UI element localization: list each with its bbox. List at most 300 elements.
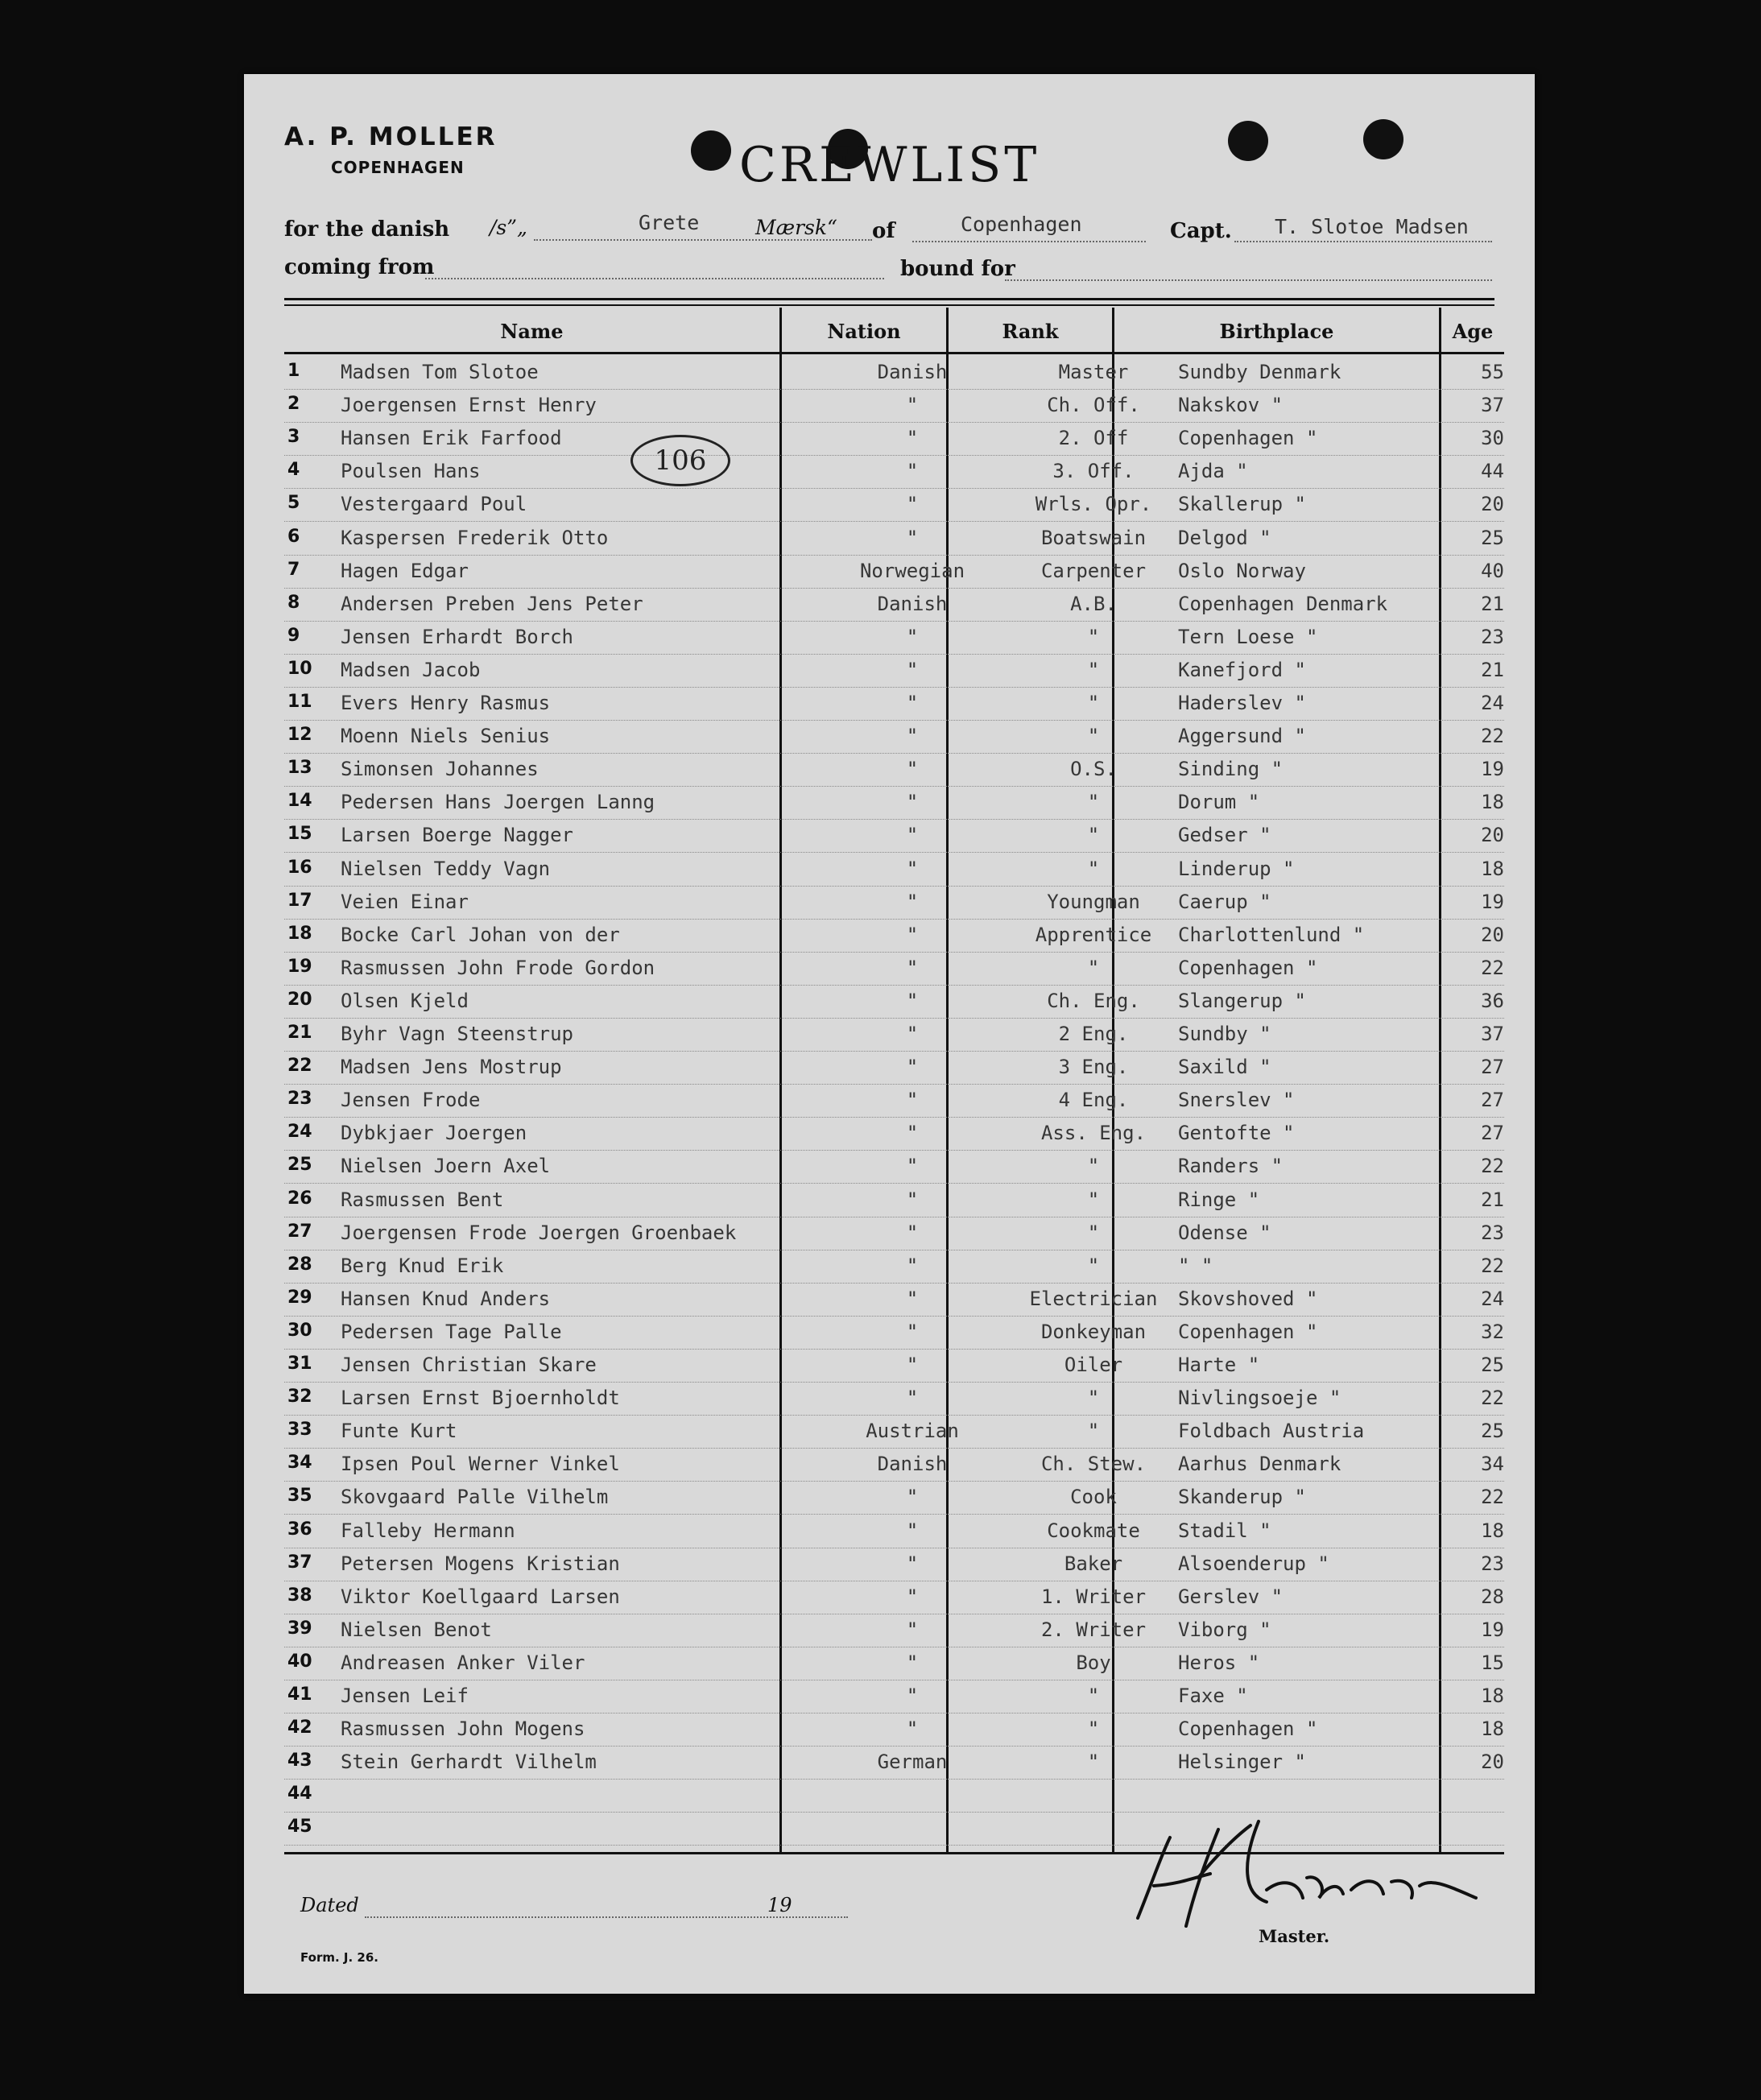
crew-rank: Boatswain — [1040, 526, 1147, 549]
row-number: 31 — [287, 1354, 312, 1374]
crew-nation: " — [906, 1320, 919, 1343]
crew-birthplace: Alsoenderup " — [1178, 1552, 1329, 1575]
crew-birthplace: Gentofte " — [1178, 1122, 1295, 1145]
punch-hole — [1228, 121, 1268, 161]
crew-name: Larsen Boerge Nagger — [341, 824, 573, 847]
crew-rank: " — [1087, 1718, 1100, 1741]
table-row — [284, 621, 1504, 655]
crew-birthplace: Charlottenlund " — [1178, 923, 1365, 946]
crew-birthplace: Viborg " — [1178, 1618, 1271, 1641]
table-row — [284, 1150, 1504, 1184]
crew-nation: " — [906, 1254, 919, 1277]
crew-name: Jensen Leif — [341, 1685, 469, 1707]
crew-birthplace: Nakskov " — [1178, 394, 1284, 417]
crew-age: 30 — [1481, 427, 1504, 450]
crew-age: 24 — [1481, 692, 1504, 714]
crew-birthplace: Heros " — [1178, 1651, 1260, 1674]
table-row — [284, 853, 1504, 887]
table-row — [284, 1250, 1504, 1284]
crew-age: 34 — [1481, 1453, 1504, 1476]
crew-age: 32 — [1481, 1320, 1504, 1343]
table-row — [284, 455, 1504, 489]
table-row — [284, 1746, 1504, 1780]
crew-age: 18 — [1481, 1519, 1504, 1542]
crew-name: Jensen Erhardt Borch — [341, 625, 573, 648]
crew-birthplace: Kanefjord " — [1178, 658, 1306, 681]
crew-name: Skovgaard Palle Vilhelm — [341, 1486, 609, 1509]
crew-rank: Wrls. Opr. — [1035, 493, 1152, 516]
crew-nation: " — [906, 725, 919, 748]
crew-birthplace: Aggersund " — [1178, 725, 1306, 748]
crew-age: 22 — [1481, 1486, 1504, 1509]
crew-name: Funte Kurt — [341, 1420, 457, 1443]
crew-name: Hansen Erik Farfood — [341, 427, 562, 450]
row-number: 6 — [287, 526, 300, 547]
row-number: 11 — [287, 692, 312, 712]
column-header-age: Age — [1452, 320, 1494, 343]
crew-birthplace: Dorum " — [1178, 791, 1260, 814]
row-number: 32 — [287, 1387, 312, 1408]
crew-name: Hagen Edgar — [341, 559, 469, 582]
crew-nation: " — [906, 1519, 919, 1542]
crew-age: 22 — [1481, 1155, 1504, 1178]
bound-for-dotline — [1005, 279, 1492, 281]
crew-age: 23 — [1481, 1221, 1504, 1244]
row-number: 14 — [287, 791, 312, 812]
crew-rank: " — [1087, 1155, 1100, 1178]
crew-nation: " — [906, 1056, 919, 1079]
table-row — [284, 1448, 1504, 1482]
crew-age: 44 — [1481, 460, 1504, 483]
table-row — [284, 819, 1504, 853]
crew-rank: " — [1087, 824, 1100, 847]
table-row — [284, 1614, 1504, 1647]
table-row — [284, 1581, 1504, 1614]
crew-name: Nielsen Joern Axel — [341, 1155, 551, 1178]
master-signature — [1122, 1797, 1508, 1934]
table-row — [284, 786, 1504, 820]
row-number: 28 — [287, 1254, 312, 1275]
crew-name: Falleby Hermann — [341, 1519, 515, 1542]
table-row — [284, 1515, 1504, 1548]
crew-nation: Norwegian — [859, 559, 965, 582]
row-number: 8 — [287, 592, 300, 613]
crew-age: 20 — [1481, 493, 1504, 516]
crew-nation: " — [906, 791, 919, 814]
crew-name: Stein Gerhardt Vilhelm — [341, 1751, 597, 1774]
table-row — [284, 687, 1504, 721]
crew-birthplace: Foldbach Austria — [1178, 1420, 1365, 1443]
crew-birthplace: Copenhagen " — [1178, 427, 1318, 450]
crew-nation: " — [906, 658, 919, 681]
crew-birthplace: Skanderup " — [1178, 1486, 1306, 1509]
crew-nation: " — [906, 692, 919, 714]
crew-age: 23 — [1481, 625, 1504, 648]
crew-birthplace: Linderup " — [1178, 857, 1295, 880]
row-number: 39 — [287, 1618, 312, 1639]
crew-rank: 2. Off — [1058, 427, 1129, 450]
captain-name: T. Slotoe Madsen — [1275, 215, 1469, 238]
row-number: 41 — [287, 1685, 312, 1705]
crew-rank: 3 Eng. — [1058, 1056, 1129, 1079]
crew-age: 27 — [1481, 1056, 1504, 1079]
crew-age: 24 — [1481, 1287, 1504, 1310]
crew-nation: " — [906, 394, 919, 417]
crew-age: 28 — [1481, 1585, 1504, 1608]
crew-age: 18 — [1481, 1685, 1504, 1707]
crew-rank: Boy — [1076, 1651, 1111, 1674]
row-number: 35 — [287, 1486, 312, 1507]
table-row — [284, 1217, 1504, 1250]
table-row — [284, 1316, 1504, 1350]
crew-birthplace: Copenhagen Denmark — [1178, 592, 1388, 615]
crew-age: 19 — [1481, 758, 1504, 781]
crew-rank: " — [1087, 1751, 1100, 1774]
crew-rank: " — [1087, 658, 1100, 681]
crew-birthplace: Randers " — [1178, 1155, 1284, 1178]
register-stamp: 106 — [630, 435, 730, 486]
row-number: 4 — [287, 460, 300, 481]
crew-name: Andersen Preben Jens Peter — [341, 592, 643, 615]
crew-birthplace: Nivlingsoeje " — [1178, 1387, 1341, 1410]
crew-birthplace: Delgod " — [1178, 526, 1271, 549]
table-row — [284, 389, 1504, 423]
table-row — [284, 422, 1504, 456]
crew-rank: Oiler — [1064, 1354, 1123, 1376]
vessel-name-2: Mærsk“ — [755, 216, 837, 239]
crew-name: Dybkjaer Joergen — [341, 1122, 527, 1145]
crew-name: Jensen Frode — [341, 1089, 481, 1112]
table-row — [284, 588, 1504, 622]
column-header-nation: Nation — [827, 320, 901, 343]
crew-name: Ipsen Poul Werner Vinkel — [341, 1453, 620, 1476]
crew-birthplace: Haderslev " — [1178, 692, 1306, 714]
year-label: 19 — [767, 1894, 792, 1916]
crew-rank: O.S. — [1070, 758, 1117, 781]
crew-nation: " — [906, 1651, 919, 1674]
capt-dotline — [1234, 241, 1492, 242]
crew-birthplace: Saxild " — [1178, 1056, 1271, 1079]
table-row — [284, 1084, 1504, 1118]
row-number: 19 — [287, 956, 312, 977]
column-header-name: Name — [500, 320, 564, 343]
crew-rank: Ch. Stew. — [1040, 1453, 1147, 1476]
row-number: 13 — [287, 758, 312, 779]
table-row — [284, 1382, 1504, 1416]
crew-age: 18 — [1481, 791, 1504, 814]
row-number: 22 — [287, 1056, 312, 1077]
crew-birthplace: Harte " — [1178, 1354, 1260, 1376]
crew-rank: Cookmate — [1047, 1519, 1140, 1542]
crew-nation: " — [906, 989, 919, 1012]
crew-rank: " — [1087, 625, 1100, 648]
table-row — [284, 919, 1504, 953]
row-number: 45 — [287, 1817, 312, 1838]
crew-age: 36 — [1481, 989, 1504, 1012]
crew-birthplace: Ringe " — [1178, 1188, 1260, 1211]
crew-age: 22 — [1481, 1254, 1504, 1277]
crew-nation: " — [906, 1354, 919, 1376]
row-number: 27 — [287, 1221, 312, 1242]
crew-nation: " — [906, 1221, 919, 1244]
crew-birthplace: Sundby " — [1178, 1023, 1271, 1045]
row-number: 24 — [287, 1122, 312, 1143]
column-header-rule — [284, 352, 1504, 354]
crew-name: Poulsen Hans — [341, 460, 481, 483]
crew-birthplace: Skallerup " — [1178, 493, 1306, 516]
row-number: 40 — [287, 1651, 312, 1672]
crew-rank: 2. Writer — [1040, 1618, 1147, 1641]
crew-age: 22 — [1481, 956, 1504, 979]
crew-nation: " — [906, 1486, 919, 1509]
of-dotline — [912, 241, 1146, 242]
crew-age: 25 — [1481, 526, 1504, 549]
crew-name: Viktor Koellgaard Larsen — [341, 1585, 620, 1608]
table-row — [284, 1283, 1504, 1317]
crew-rank: " — [1087, 1221, 1100, 1244]
crew-age: 22 — [1481, 725, 1504, 748]
crew-name: Nielsen Benot — [341, 1618, 492, 1641]
table-row — [284, 654, 1504, 688]
crew-rank: Apprentice — [1035, 923, 1152, 946]
row-number: 43 — [287, 1751, 312, 1771]
crew-rank: Cook — [1070, 1486, 1117, 1509]
crew-nation: " — [906, 758, 919, 781]
crew-nation: " — [906, 427, 919, 450]
crew-nation: " — [906, 625, 919, 648]
crew-birthplace: Sundby Denmark — [1178, 361, 1341, 383]
crew-birthplace: Stadil " — [1178, 1519, 1271, 1542]
row-number: 17 — [287, 890, 312, 911]
table-row — [284, 1481, 1504, 1515]
row-number: 36 — [287, 1519, 312, 1540]
header-rule-thin — [284, 304, 1494, 306]
row-number: 5 — [287, 493, 300, 514]
crew-birthplace: Tern Loese " — [1178, 625, 1318, 648]
crew-rank: Carpenter — [1040, 559, 1147, 582]
crew-birthplace: Copenhagen " — [1178, 956, 1318, 979]
crew-age: 27 — [1481, 1089, 1504, 1112]
crew-rank: " — [1087, 956, 1100, 979]
crew-rank: Electrician — [1029, 1287, 1158, 1310]
table-row — [284, 952, 1504, 986]
crew-nation: " — [906, 1155, 919, 1178]
row-number: 42 — [287, 1718, 312, 1738]
row-number: 18 — [287, 923, 312, 944]
crew-nation: " — [906, 460, 919, 483]
table-row — [284, 1117, 1504, 1151]
row-number: 29 — [287, 1287, 312, 1308]
vessel-dotline — [534, 239, 872, 241]
header-rule — [284, 298, 1494, 300]
crew-nation: Austrian — [866, 1420, 959, 1443]
crew-name: Andreasen Anker Viler — [341, 1651, 585, 1674]
table-row — [284, 1415, 1504, 1449]
crew-age: 21 — [1481, 1188, 1504, 1211]
crew-name: Rasmussen John Frode Gordon — [341, 956, 655, 979]
crew-age: 18 — [1481, 857, 1504, 880]
crew-name: Madsen Tom Slotoe — [341, 361, 539, 383]
row-number: 33 — [287, 1420, 312, 1441]
row-number: 3 — [287, 427, 300, 448]
crew-rank: " — [1087, 1254, 1100, 1277]
crew-name: Evers Henry Rasmus — [341, 692, 551, 714]
crew-nation: " — [906, 1718, 919, 1741]
row-number: 21 — [287, 1023, 312, 1043]
of-label: of — [872, 219, 895, 243]
table-row — [284, 1647, 1504, 1680]
crew-birthplace: Sinding " — [1178, 758, 1284, 781]
table-row — [284, 720, 1504, 754]
crew-nation: " — [906, 1552, 919, 1575]
crew-name: Byhr Vagn Steenstrup — [341, 1023, 573, 1045]
crew-age: 18 — [1481, 1718, 1504, 1741]
crew-rank: Youngman — [1047, 890, 1140, 913]
row-number: 25 — [287, 1155, 312, 1176]
crew-nation: " — [906, 1023, 919, 1045]
vessel-name: Grete — [639, 211, 700, 234]
crew-age: 37 — [1481, 1023, 1504, 1045]
crew-age: 37 — [1481, 394, 1504, 417]
crew-name: Veien Einar — [341, 890, 469, 913]
crew-nation: Danish — [877, 361, 948, 383]
table-row — [284, 886, 1504, 920]
crew-name: Larsen Ernst Bjoernholdt — [341, 1387, 620, 1410]
crew-name: Jensen Christian Skare — [341, 1354, 597, 1376]
row-number: 2 — [287, 394, 300, 415]
crew-age: 23 — [1481, 1552, 1504, 1575]
company-name: A. P. MOLLER — [284, 122, 498, 151]
crew-nation: " — [906, 1585, 919, 1608]
crew-nation: " — [906, 890, 919, 913]
crew-nation: Danish — [877, 592, 948, 615]
table-row — [284, 1184, 1504, 1217]
crew-birthplace: Snerslev " — [1178, 1089, 1295, 1112]
row-number: 38 — [287, 1585, 312, 1606]
bound-for-label: bound for — [900, 257, 1015, 281]
table-row — [284, 488, 1504, 522]
table-row — [284, 985, 1504, 1019]
crew-age: 20 — [1481, 824, 1504, 847]
coming-from-label: coming from — [284, 255, 435, 279]
table-row — [284, 555, 1504, 589]
crew-name: Joergensen Frode Joergen Groenbaek — [341, 1221, 737, 1244]
table-row — [284, 1548, 1504, 1581]
crew-rank: Ch. Eng. — [1047, 989, 1140, 1012]
table-row — [284, 753, 1504, 787]
crew-name: Pedersen Tage Palle — [341, 1320, 562, 1343]
crew-age: 19 — [1481, 1618, 1504, 1641]
home-port: Copenhagen — [961, 213, 1082, 236]
crew-age: 21 — [1481, 592, 1504, 615]
column-header-birthplace: Birthplace — [1219, 320, 1334, 343]
crew-nation: " — [906, 857, 919, 880]
crew-nation: " — [906, 824, 919, 847]
row-number: 9 — [287, 625, 300, 646]
crew-age: 55 — [1481, 361, 1504, 383]
crew-birthplace: Aarhus Denmark — [1178, 1453, 1341, 1476]
table-row — [284, 522, 1504, 556]
table-row — [284, 1051, 1504, 1085]
crew-rank: " — [1087, 692, 1100, 714]
crew-name: Rasmussen Bent — [341, 1188, 504, 1211]
crew-rank: " — [1087, 857, 1100, 880]
crew-rank: 2 Eng. — [1058, 1023, 1129, 1045]
crew-age: 40 — [1481, 559, 1504, 582]
crew-name: Berg Knud Erik — [341, 1254, 504, 1277]
crew-nation: " — [906, 1387, 919, 1410]
crew-rank: " — [1087, 791, 1100, 814]
crew-rank: A.B. — [1070, 592, 1117, 615]
row-number: 12 — [287, 725, 312, 746]
crew-age: 25 — [1481, 1420, 1504, 1443]
table-row — [284, 1713, 1504, 1747]
crew-birthplace: Skovshoved " — [1178, 1287, 1318, 1310]
row-number: 15 — [287, 824, 312, 845]
punch-hole — [1363, 119, 1403, 159]
crew-nation: Danish — [877, 1453, 948, 1476]
row-number: 23 — [287, 1089, 312, 1110]
crew-birthplace: Slangerup " — [1178, 989, 1306, 1012]
crew-name: Bocke Carl Johan von der — [341, 923, 620, 946]
crew-birthplace: Helsinger " — [1178, 1751, 1306, 1774]
row-number: 30 — [287, 1320, 312, 1341]
row-number: 1 — [287, 361, 300, 381]
crew-list-document — [244, 74, 1535, 1994]
crew-name: Pedersen Hans Joergen Lanng — [341, 791, 655, 814]
dated-label: Dated — [300, 1894, 359, 1916]
crew-age: 27 — [1481, 1122, 1504, 1145]
crew-nation: " — [906, 1188, 919, 1211]
crew-nation: " — [906, 923, 919, 946]
table-row — [284, 1680, 1504, 1713]
row-number: 10 — [287, 658, 312, 679]
crew-rank: " — [1087, 725, 1100, 748]
crew-rank: Donkeyman — [1040, 1320, 1147, 1343]
crew-nation: " — [906, 1618, 919, 1641]
table-row — [284, 356, 1504, 390]
crew-name: Nielsen Teddy Vagn — [341, 857, 551, 880]
table-row — [284, 1349, 1504, 1383]
crew-name: Petersen Mogens Kristian — [341, 1552, 620, 1575]
crew-rank: 4 Eng. — [1058, 1089, 1129, 1112]
crew-name: Kaspersen Frederik Otto — [341, 526, 609, 549]
form-number: Form. J. 26. — [300, 1950, 378, 1965]
crew-rank: " — [1087, 1387, 1100, 1410]
crew-rank: Ass. Eng. — [1040, 1122, 1147, 1145]
crew-age: 21 — [1481, 658, 1504, 681]
row-number: 34 — [287, 1453, 312, 1474]
crew-name: Madsen Jens Mostrup — [341, 1056, 562, 1079]
crew-nation: " — [906, 1089, 919, 1112]
crew-rank: 1. Writer — [1040, 1585, 1147, 1608]
crew-name: Rasmussen John Mogens — [341, 1718, 585, 1741]
crew-rank: Baker — [1064, 1552, 1123, 1575]
crew-birthplace: Faxe " — [1178, 1685, 1248, 1707]
crew-nation: " — [906, 1685, 919, 1707]
row-number: 20 — [287, 989, 312, 1010]
crew-name: Vestergaard Poul — [341, 493, 527, 516]
company-city: COPENHAGEN — [331, 158, 465, 177]
crew-rank: 3. Off. — [1052, 460, 1135, 483]
crew-nation: German — [877, 1751, 948, 1774]
row-number: 37 — [287, 1552, 312, 1573]
crew-age: 22 — [1481, 1387, 1504, 1410]
crew-birthplace: Ajda " — [1178, 460, 1248, 483]
crew-nation: " — [906, 1287, 919, 1310]
for-the-danish-label: for the danish — [284, 217, 450, 242]
document-title: CREWLIST — [739, 137, 1040, 193]
